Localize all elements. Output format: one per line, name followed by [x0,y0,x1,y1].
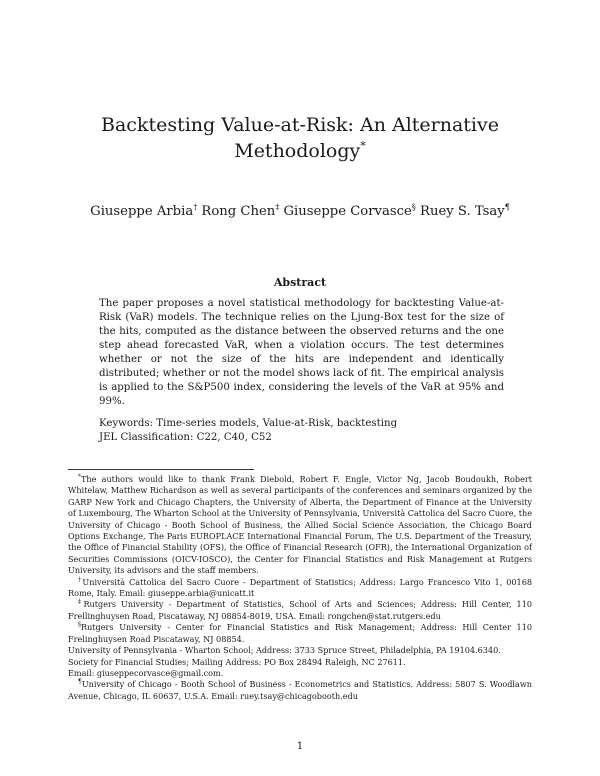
footnote-text: University of Chicago - Booth School of Business - Econometrics and Statistics. Address: 5807 S. Woodlawn Avenue, Chicago, IL 60637, U.S.A. Email: ruey.tsay@chicagobooth.edu [68,679,532,701]
footnote-affiliation [68,622,532,645]
author-name: Giuseppe Arbia [90,204,194,219]
footnotes [68,474,532,702]
footnote-text: Rutgers University - Department of Statistics, School of Arts and Sciences; Address: Hill Center, 110 Frellinghuysen Road, Piscataway, NJ 08854-8019, USA. Email: rongchen@stat.rutgers.edu [68,599,532,621]
footnote-text: Rutgers University - Center for Financial Statistics and Risk Management; Address: Hill Center 110 Frelinghuysen Road Piscataway, NJ 08854. [68,622,532,644]
footnote-mark: ‡ [78,598,84,606]
abstract-text: The paper proposes a novel statistical methodology for backtesting Value-at-Risk (VaR) models. The technique relies on the Ljung-Box test for the size of the hits, computed as the distance between the observed returns and the one step ahead forecasted VaR, when a violation occurs. The test determines whether or not the size of the hits are independent and identically distributed; whether or not the model shows lack of fit. The empirical analysis is applied to the S&P500 index, considering the levels of the VaR at 95% and 99%. [99,298,504,407]
footnote-text: Università Cattolica del Sacro Cuore - Department of Statistics; Address: Largo Francesco Vito 1, 00168 Rome, Italy. Email: giuseppe.arbia@unicatt.it [68,576,532,599]
author-list [40,204,560,219]
title-line-2: Methodology [234,140,361,162]
author-footnote-mark: † [193,202,198,212]
footnote-text: The authors would like to thank Frank Diebold, Robert F. Engle, Victor Ng, Jacob Boudoukh, Robert Whitelaw, Matthew Richardson as well as several participants of the conferences and seminars organized by the GARP New York and Chicago Chapters, the University of Alberta, the Department of Finance at the University of Luxembourg, The Wharton School at the University of Pennsylvania, Università Cattolica del Sacro Cuore, the University of Chicago - Booth School of Business, the Allied Social Science Association, the Chicago Board Options Exchange, The Paris EUROPLACE International Financial Forum, The U.S. Department of the Treasury, the Office of Financial Stability (OFS), the Office of Financial Research (OFR), the International Organization of Securities Commissions (OICV-IOSCO), the Center for Financial Statistics and Risk Management at Rutgers University, its advisors and the staff members. [68,474,532,576]
footnote-affiliation [68,679,532,702]
footnote-divider [68,469,254,470]
title-line-1: Backtesting Value-at-Risk: An Alternative [101,114,499,136]
paper-title [60,112,540,164]
author-footnote-mark: ¶ [504,202,510,212]
jel-classification-line: JEL Classification: C22, C40, C52 [99,432,272,443]
author-footnote-mark: § [411,202,416,212]
keywords-block [99,417,504,445]
author-name: Giuseppe Corvasce [283,204,412,219]
page-number: 1 [296,741,304,752]
footnote-mark: * [78,473,81,481]
author-name: Ruey S. Tsay [420,204,505,219]
footnote-mark: § [78,621,81,629]
footnote-affiliation-line: Society for Financial Studies; Mailing Address: PO Box 28494 Raleigh, NC 27611. [68,656,406,667]
author-footnote-mark: ‡ [275,202,280,212]
footnote-email-line: Email: giuseppecorvasce@gmail.com. [68,667,224,678]
footnote-acknowledgements [68,474,532,577]
footnote-mark: ¶ [78,678,82,686]
footnote-affiliation-line: University of Pennsylvania - Wharton School; Address: 3733 Spruce Street, Philadelphia, PA 19104.6340. [68,645,501,656]
footnote-mark: † [78,575,83,583]
footnote-affiliation [68,599,532,622]
author-name: Rong Chen [201,204,276,219]
abstract-heading: Abstract [273,276,327,289]
footnote-affiliation [68,577,532,600]
title-footnote-mark: * [360,139,366,153]
keywords-line: Keywords: Time-series models, Value-at-Risk, backtesting [99,418,398,429]
